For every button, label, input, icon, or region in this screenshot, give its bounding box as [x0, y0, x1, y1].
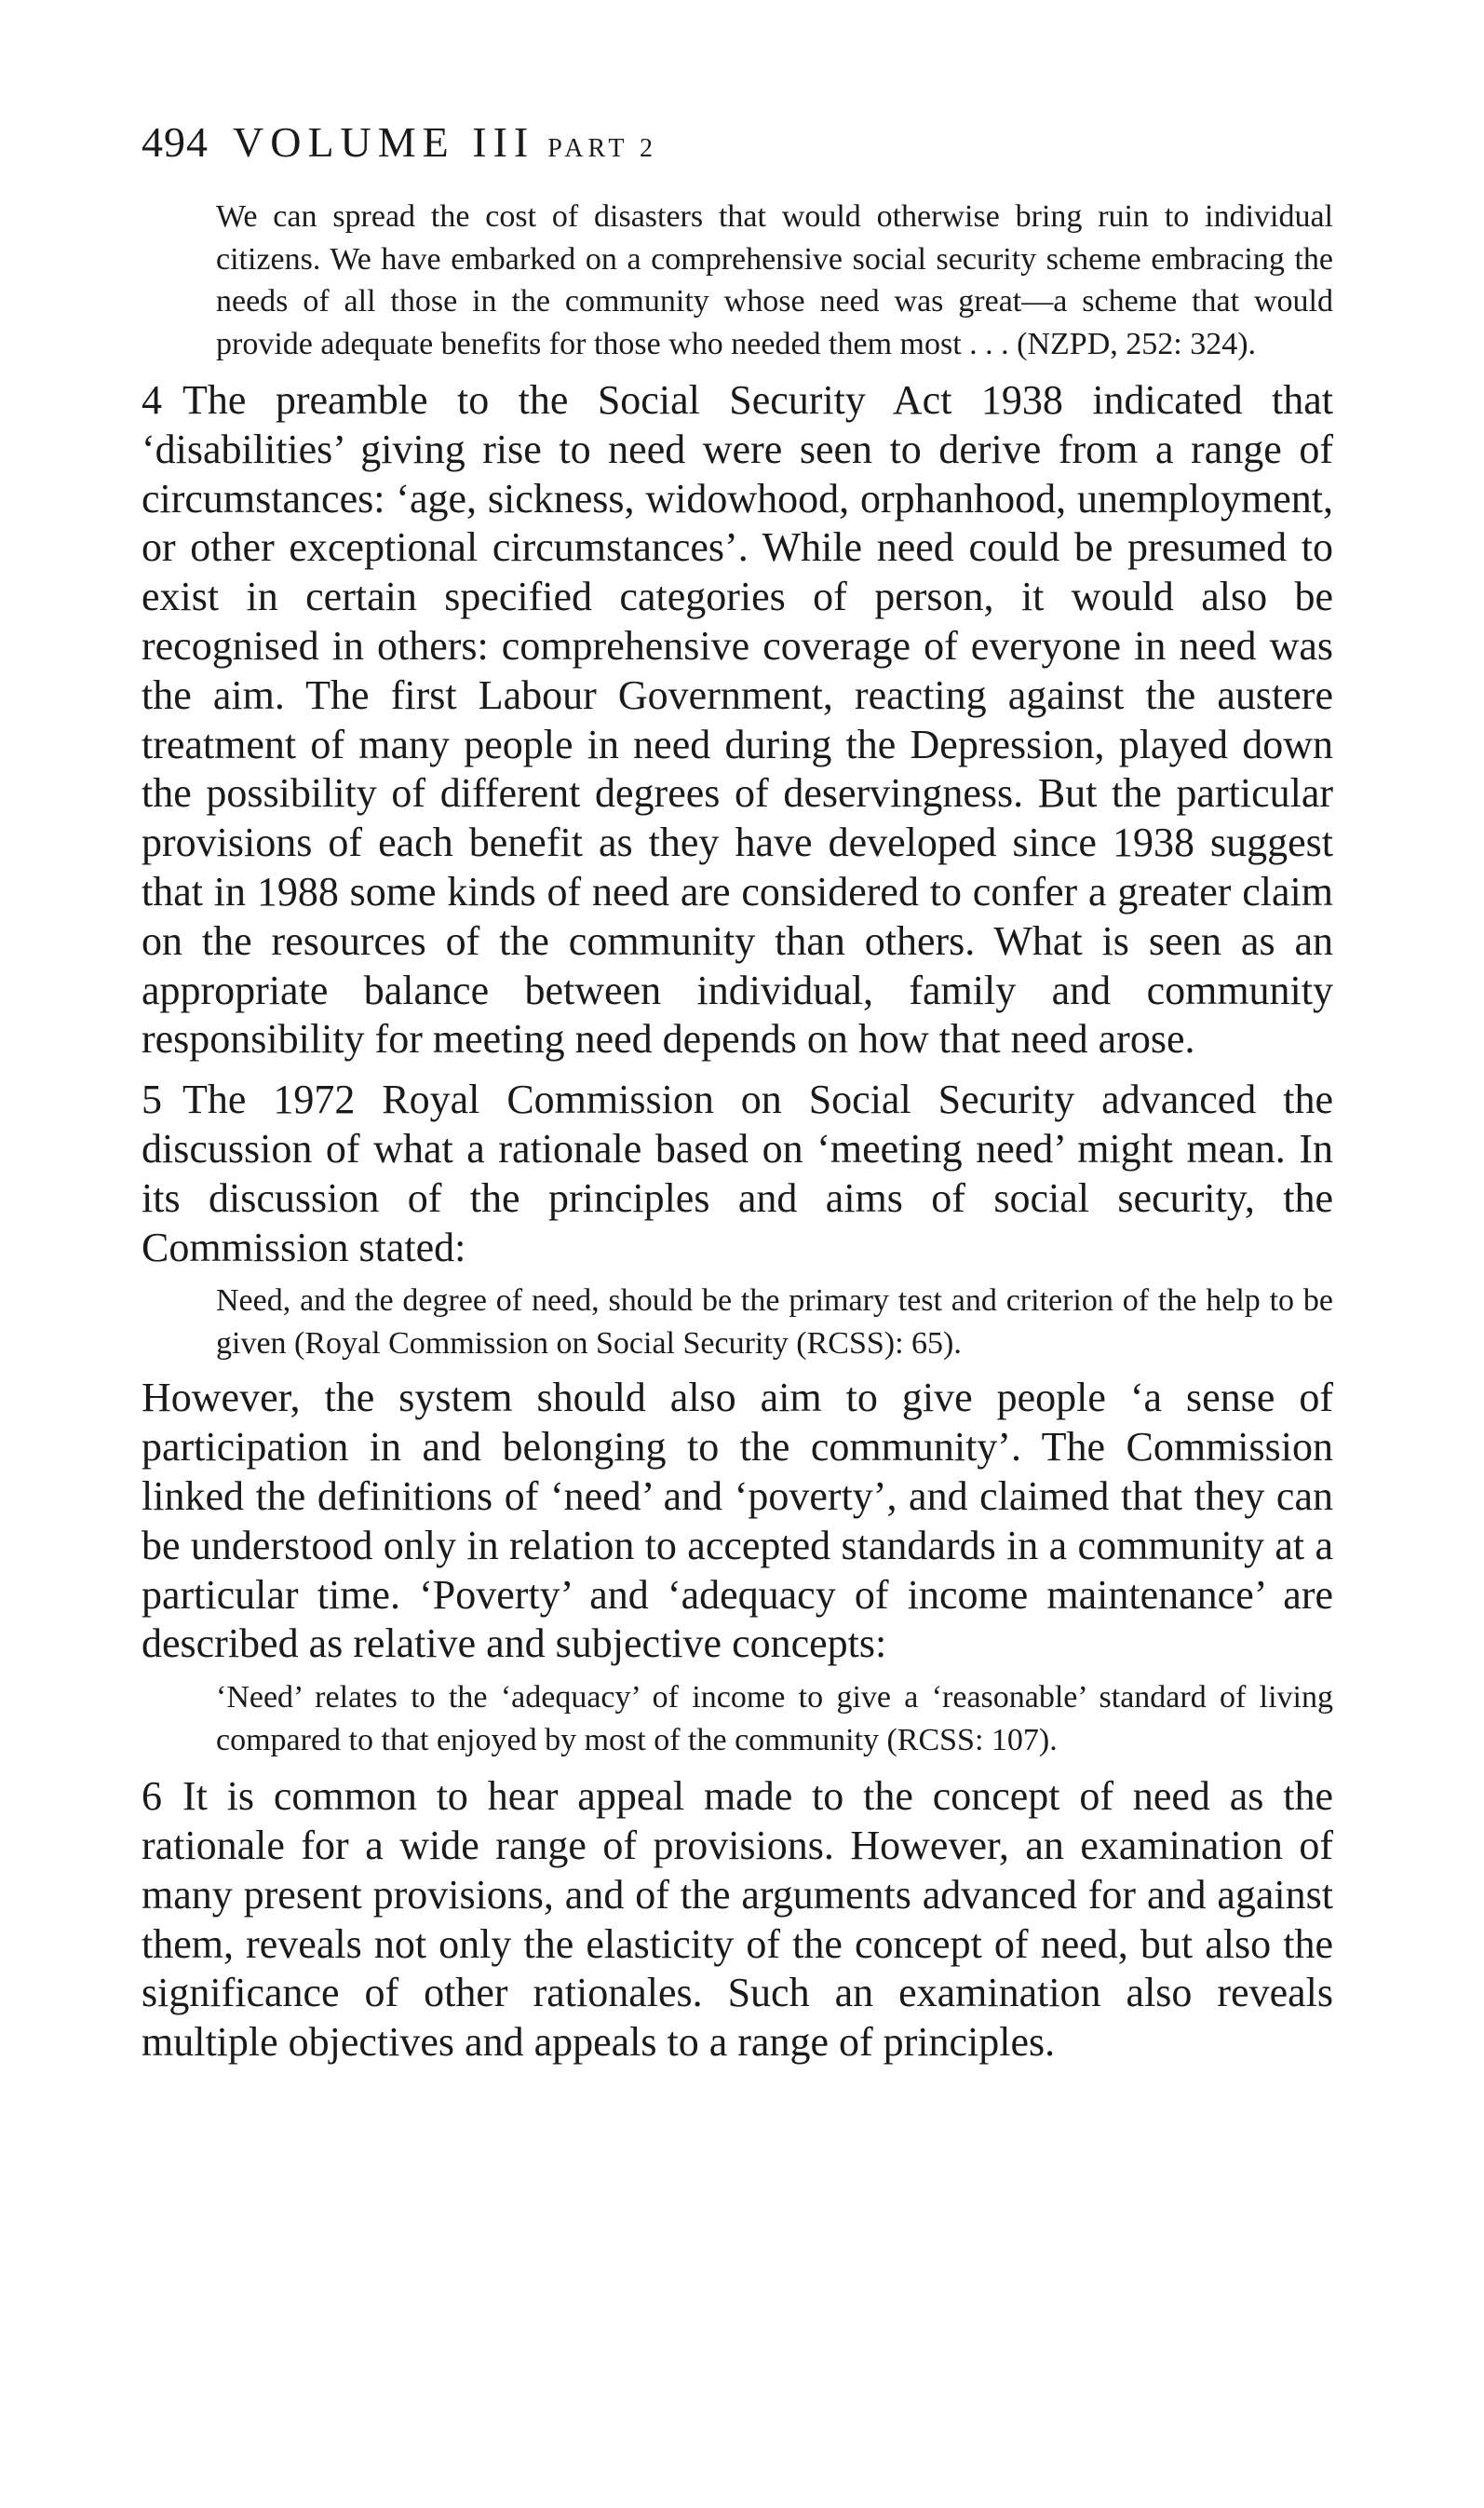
paragraph-text: The preamble to the Social Security Act 1938 indicated that ‘disabilities’ giving rise to need were seen to derive from a range of circumstances: ‘age, sickness, widowhood, orphanhood, unemployment, or other exceptional circumstances’. While need could be presumed to exist in certain specified categories of person, it would also be recognised in others: comprehensive coverage of everyone in need was the aim. The first Labour Government, reacting against the austere treatment of many people in need during the Depression, played down the possibility of different degrees of deservingness. But the particular provisions of each benefit as they have developed since 1938 suggest that in 1988 some kinds of need are considered to confer a greater claim on the resources of the community than others. What is seen as an appropriate balance between individual, family and community responsibility for meeting need depends on how that need arose. [142, 377, 1333, 1063]
paragraph-number: 4 [142, 377, 162, 423]
paragraph-text: It is common to hear appeal made to the concept of need as the rationale for a wide range of provisions. However, an examination of many present provisions, and of the arguments advanced for and against them, reveals not only the elasticity of the concept of need, but also the significance of other rationales. Such an examination also reveals multiple objectives and appeals to a range of principles. [142, 1773, 1333, 2066]
paragraph-5 [142, 1076, 1333, 1272]
paragraph-6 [142, 1772, 1333, 2067]
part-label: PART 2 [547, 134, 658, 163]
block-quote-nzpd: We can spread the cost of disasters that would otherwise bring ruin to individual citizens. We have embarked on a comprehensive social security scheme embracing the needs of all those in the community whose need was great—a scheme that would provide adequate benefits for those who needed them most . . . (NZPD, 252: 324). [216, 199, 1333, 361]
page-body [142, 116, 1333, 2067]
volume-label: VOLUME III [233, 118, 535, 166]
running-head [142, 116, 1333, 175]
paragraph-number: 6 [142, 1773, 162, 1820]
page-number: 494 [142, 118, 209, 166]
block-quote-rcss-65: Need, and the degree of need, should be the primary test and criterion of the help to be given (Royal Commission on Social Security (RCSS): 65). [216, 1283, 1333, 1361]
block-quote-rcss-107: ‘Need’ relates to the ‘adequacy’ of income to give a ‘reasonable’ standard of living compared to that enjoyed by most of the community (RCSS: 107). [216, 1680, 1333, 1757]
paragraph-4 [142, 376, 1333, 1064]
paragraph-5-continued: However, the system should also aim to give people ‘a sense of participation in and belonging to the community’. The Commission linked the definitions of ‘need’ and ‘poverty’, and claimed that they can be understood only in relation to accepted standards in a community at a particular time. ‘Poverty’ and ‘adequacy of income maintenance’ are described as relative and subjective concepts: [142, 1375, 1333, 1667]
paragraph-number: 5 [142, 1077, 162, 1123]
paragraph-text: The 1972 Royal Commission on Social Security advanced the discussion of what a rationale based on ‘meeting need’ might mean. In its discussion of the principles and aims of social security, the Commission stated: [142, 1077, 1333, 1270]
